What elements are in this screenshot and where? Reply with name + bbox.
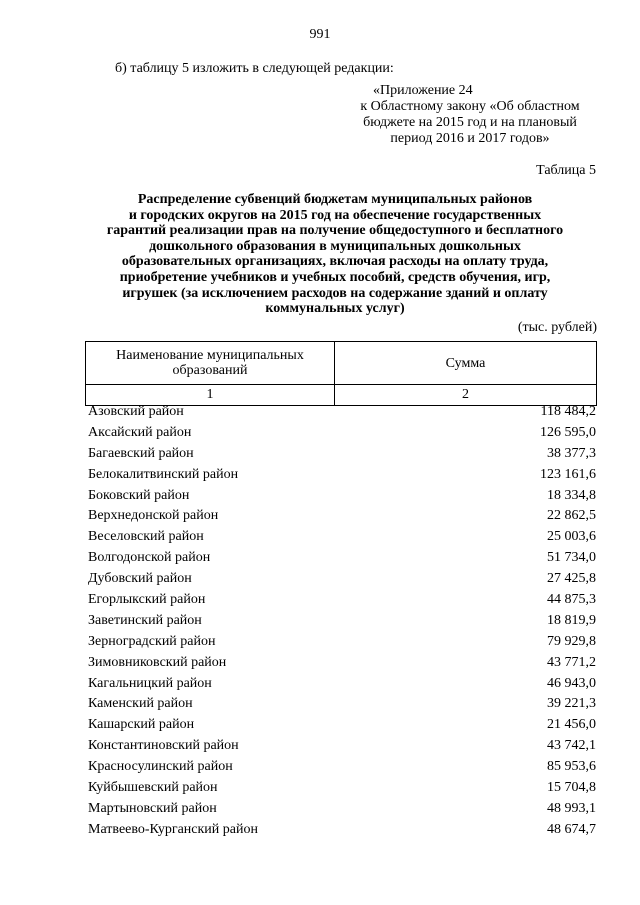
district-name: Волгодонской район <box>88 550 211 566</box>
appendix-line: бюджете на 2015 год и на плановый <box>363 115 577 130</box>
table-row <box>88 632 598 653</box>
subvention-amount: 123 161,6 <box>540 466 596 482</box>
heading-line: Распределение субвенций бюджетам муниципальных районов <box>137 192 533 207</box>
amendment-instruction: б) таблицу 5 изложить в следующей редакции: <box>115 61 394 76</box>
subvention-amount: 48 674,7 <box>547 821 596 837</box>
subvention-amount: 126 595,0 <box>540 424 596 440</box>
subvention-amount: 25 003,6 <box>547 529 596 545</box>
table-row <box>88 402 598 423</box>
table-row <box>88 590 598 611</box>
appendix-line: к Областному закону «Об областном <box>360 99 580 114</box>
column-header-sum: Сумма <box>335 342 597 385</box>
table-row <box>88 715 598 736</box>
heading-line: игрушек (за исключением расходов на содержание зданий и оплату <box>122 285 548 301</box>
document-heading <box>70 192 600 317</box>
table-row <box>88 736 598 757</box>
district-name: Егорлыкский район <box>88 592 206 608</box>
district-name: Верхнедонской район <box>88 508 219 524</box>
table-row <box>88 548 598 569</box>
table-row <box>88 820 598 841</box>
district-name: Кашарский район <box>88 717 195 733</box>
column-header-name: Наименование муниципальных образований <box>86 342 335 385</box>
district-name: Зерноградский район <box>88 633 216 649</box>
subvention-amount: 21 456,0 <box>547 717 596 733</box>
subvention-amount: 51 734,0 <box>547 550 596 566</box>
column-number-2: 2 <box>335 385 597 406</box>
district-name: Веселовский район <box>88 529 204 545</box>
district-name: Куйбышевский район <box>88 780 218 796</box>
table-row <box>88 653 598 674</box>
table-header <box>85 341 597 406</box>
table-body <box>88 402 598 841</box>
table-row <box>88 444 598 465</box>
heading-line: и городских округов на 2015 год на обеспечение государственных <box>128 207 542 223</box>
subvention-amount: 85 953,6 <box>547 759 596 775</box>
heading-line: приобретение учебников и учебных пособий, средств обучения, игр, <box>119 269 551 285</box>
table-row <box>88 486 598 507</box>
subvention-amount: 18 334,8 <box>547 487 596 503</box>
column-number-1: 1 <box>86 385 335 406</box>
district-name: Азовский район <box>88 404 184 419</box>
district-name: Заветинский район <box>88 612 202 628</box>
table-row <box>88 799 598 820</box>
subvention-amount: 43 742,1 <box>547 738 596 754</box>
table-row <box>88 694 598 715</box>
subvention-amount: 38 377,3 <box>547 445 596 461</box>
district-name: Красносулинский район <box>88 759 233 775</box>
table-row <box>88 423 598 444</box>
subvention-amount: 79 929,8 <box>547 633 596 649</box>
district-name: Боковский район <box>88 487 190 503</box>
district-name: Зимовниковский район <box>88 654 227 670</box>
heading-line: образовательных организациях, включая расходы на оплату труда, <box>121 254 549 270</box>
district-name: Каменский район <box>88 696 193 712</box>
heading-line: коммунальных услуг) <box>265 301 405 317</box>
page-number: 991 <box>309 27 331 42</box>
heading-line: дошкольного образования в муниципальных дошкольных <box>149 238 521 254</box>
table-row <box>88 778 598 799</box>
district-name: Константиновский район <box>88 738 239 754</box>
subvention-amount: 43 771,2 <box>547 654 596 670</box>
table-label: Таблица 5 <box>536 163 596 178</box>
units-label: (тыс. рублей) <box>517 320 597 335</box>
appendix-line: период 2016 и 2017 годов» <box>390 131 550 146</box>
district-name: Багаевский район <box>88 445 194 461</box>
subvention-amount: 27 425,8 <box>547 571 596 587</box>
appendix-reference <box>330 83 610 147</box>
subvention-amount: 39 221,3 <box>547 696 596 712</box>
subvention-amount: 44 875,3 <box>547 592 596 608</box>
district-name: Белокалитвинский район <box>88 466 239 482</box>
table-row <box>88 757 598 778</box>
table-row <box>88 611 598 632</box>
table-row <box>88 674 598 695</box>
subvention-amount: 46 943,0 <box>547 675 596 691</box>
table-row <box>88 569 598 590</box>
subvention-amount: 48 993,1 <box>547 800 596 816</box>
appendix-title: «Приложение 24 <box>373 83 473 98</box>
table-row <box>88 465 598 486</box>
subvention-amount: 118 484,2 <box>540 404 596 419</box>
subvention-amount: 22 862,5 <box>547 508 596 524</box>
heading-line: гарантий реализации прав на получение общедоступного и бесплатного <box>106 223 564 239</box>
table-row <box>88 527 598 548</box>
district-name: Аксайский район <box>88 424 192 440</box>
table-row <box>88 506 598 527</box>
subvention-amount: 15 704,8 <box>547 780 596 796</box>
district-name: Матвеево-Курганский район <box>88 821 258 837</box>
subvention-amount: 18 819,9 <box>547 612 596 628</box>
district-name: Кагальницкий район <box>88 675 212 691</box>
district-name: Дубовский район <box>88 571 192 587</box>
district-name: Мартыновский район <box>88 800 217 816</box>
